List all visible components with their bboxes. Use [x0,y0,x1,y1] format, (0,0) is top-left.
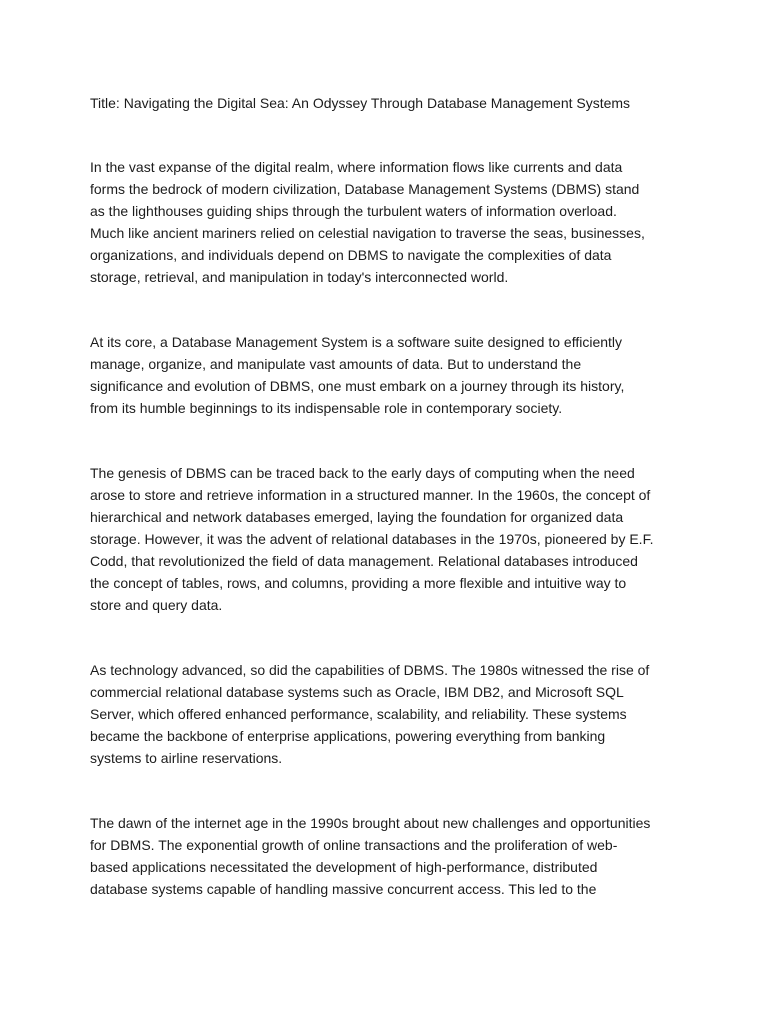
paragraph-line: the concept of tables, rows, and columns, providing a more flexible and intuitive way to [90,575,627,591]
paragraph-line: storage. However, it was the advent of relational databases in the 1970s, pioneered by E.F. [90,531,654,547]
paragraph-line: significance and evolution of DBMS, one must embark on a journey through its history, [90,378,625,394]
paragraph-line: Much like ancient mariners relied on celestial navigation to traverse the seas, businesses, [90,225,645,241]
paragraph-line: The dawn of the internet age in the 1990s brought about new challenges and opportunities [90,815,651,831]
paragraph-line: store and query data. [90,597,223,613]
paragraph-genesis [90,462,682,616]
paragraph-line: At its core, a Database Management System is a software suite designed to efficiently [90,334,623,350]
paragraph-line: commercial relational database systems such as Oracle, IBM DB2, and Microsoft SQL [90,684,624,700]
paragraph-line: hierarchical and network databases emerged, laying the foundation for organized data [90,509,624,525]
paragraph-line: In the vast expanse of the digital realm, where information flows like currents and data [90,159,623,175]
paragraph-core [90,331,682,419]
paragraph-line: as the lighthouses guiding ships through the turbulent waters of information overload. [90,203,617,219]
paragraph-line: database systems capable of handling massive concurrent access. This led to the [90,881,597,897]
paragraph-line: for DBMS. The exponential growth of online transactions and the proliferation of web- [90,837,618,853]
paragraph-line: based applications necessitated the development of high-performance, distributed [90,859,598,875]
paragraph-internet-age [90,812,682,900]
document-page [90,92,682,943]
paragraph-line: Codd, that revolutionized the field of data management. Relational databases introduced [90,553,638,569]
paragraph-line: Server, which offered enhanced performance, scalability, and reliability. These systems [90,706,627,722]
paragraph-line: from its humble beginnings to its indispensable role in contemporary society. [90,400,563,416]
paragraph-1980s [90,659,682,769]
paragraph-line: became the backbone of enterprise applications, powering everything from banking [90,728,606,744]
document-title: Title: Navigating the Digital Sea: An Odyssey Through Database Management Systems [90,95,631,111]
paragraph-line: organizations, and individuals depend on DBMS to navigate the complexities of data [90,247,612,263]
paragraph-line: forms the bedrock of modern civilization, Database Management Systems (DBMS) stand [90,181,640,197]
paragraph-line: The genesis of DBMS can be traced back to the early days of computing when the need [90,465,635,481]
paragraph-intro [90,156,682,288]
paragraph-line: As technology advanced, so did the capabilities of DBMS. The 1980s witnessed the rise of [90,662,650,678]
paragraph-line: manage, organize, and manipulate vast amounts of data. But to understand the [90,356,582,372]
paragraph-line: systems to airline reservations. [90,750,283,766]
paragraph-line: arose to store and retrieve information in a structured manner. In the 1960s, the concept of [90,487,651,503]
paragraph-line: storage, retrieval, and manipulation in today's interconnected world. [90,269,509,285]
